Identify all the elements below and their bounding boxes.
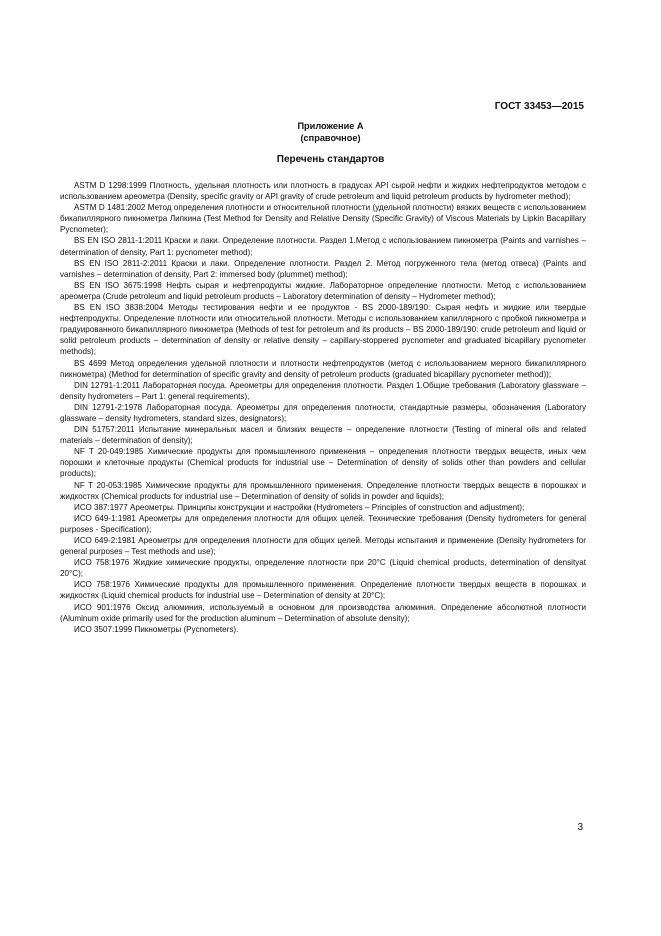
- annex-heading: [0, 120, 661, 144]
- standard-entry: DIN 12791-2:1978 Лабораторная посуда. Ареометры для определения плотности, стандартные размеры, обозначения (Laboratory glassware – density hydrometers, standard sizes, designators);: [60, 402, 586, 423]
- standard-entry: BS EN ISO 2811-2:2011 Краски и лаки. Определение плотности. Раздел 2. Метод погруженного тела (метод отвеса) (Paints and varnishes – determination of density, Part 2: immersed body (plummet) method);: [60, 258, 586, 279]
- standard-entry: NF T 20-049:1985 Химические продукты для промышленного применения – определения плотности твердых веществ, иных чем порошки и клеточные продукты (Chemical products for industrial use – Determination of density of solids other than powders and cellular products);: [60, 447, 586, 479]
- standard-entry: ASTM D 1298:1999 Плотность, удельная плотность или плотность в градусах API сырой нефти и жидких нефтепродуктов методом с использованием ареометра (Density, specific gravity or API gravity of crude petroleum and liquid petroleum products by hydrometer method);: [60, 181, 586, 202]
- standard-entry: ИСО 758:1976 Химические продукты для промышленного применения. Определение плотности твердых веществ в порошках и жидкостях (Liquid chemical products for industrial use – Determination of density at 20°С);: [60, 580, 586, 601]
- annex-subtitle: (справочное): [300, 133, 361, 143]
- standard-entry: ИСО 3507:1999 Пикнометры (Pycnometers).: [74, 624, 239, 634]
- standard-entry: ИСО 649-2:1981 Ареометры для определения плотности для общих целей. Методы испытания и применение (Density hydrometers for general purposes – Test methods and use);: [60, 536, 586, 557]
- standards-list-title: Перечень стандартов: [276, 154, 385, 165]
- standard-entry: ИСО 387:1977 Ареометры. Принципы конструкции и настройки (Hydrometers – Principles of construction and adjustment);: [74, 502, 525, 512]
- standard-entry: ASTM D 1481:2002 Метод определения плотности и относительной плотности (удельной плотности) вязких веществ с использованием бикапиллярного пикнометра Липкина (Test Method for Density and Relative Density (Specific Gravity) of Viscous Materials by Lipkin Bacapillary Pycnometer);: [60, 203, 586, 235]
- standard-entry: ИСО 649-1:1981 Ареометры для определения плотности для общих целей. Технические требования (Density hydrometers for general purposes - Specification);: [60, 513, 586, 534]
- standards-list: [60, 180, 586, 635]
- standard-entry: BS 4699 Метод определения удельной плотности и плотности нефтепродуктов (метод с использованием мерного бикапиллярного пикнометра) (Method for determination of specific gravity and density of petroleum products (graduated bicapillary pycnometer method));: [60, 358, 586, 379]
- standard-entry: BS EN ISO 3675:1998 Нефть сырая и нефтепродукты жидкие. Лабораторное определение плотности. Метод с использованием ареометра (Crude petroleum and liquid petroleum products – Laboratory determination of density – Hydrometer method);: [60, 280, 586, 301]
- standard-entry: DIN 12791-1:2011 Лабораторная посуда. Ареометры для определения плотности. Раздел 1.Общие требования (Laboratory glassware – density hydrometers – Part 1: general requirements),: [60, 380, 586, 401]
- page-number: 3: [577, 822, 583, 833]
- standard-entry: NF T 20-053:1985 Химические продукты для промышленного применения. Определение плотности твердых веществ в порошках и жидкостях (Chemical products for industrial use – Determination of density of solids in powder and liquids);: [60, 480, 586, 501]
- annex-title: Приложение А: [297, 121, 364, 131]
- standard-entry: ИСО 901:1976 Оксид алюминия, используемый в основном для производства алюминия. Определение абсолютной плотности (Aluminum oxide primarily used for the production aluminum – Determination of absolute density);: [60, 602, 586, 623]
- standard-entry: BS EN ISO 2811-1:2011 Краски и лаки. Определение плотности. Раздел 1.Метод с использованием пикнометра (Paints and varnishes – determination of density, Part 1: pycnometer method);: [60, 236, 586, 257]
- standard-entry: BS EN ISO 3838:2004 Методы тестирования нефти и ее продуктов - BS 2000-189/190: Сырая нефть и жидкие или твердые нефтепродукты. Определение плотности или относительной плотности. Методы с использованием капиллярного с пробкой пикнометра и градуированного бикапиллярного пикнометра (Methods of test for petroleum and its products – BS 2000-189/190: crude petroleum and liquid or solid petroleum products – determination of density or relative density – capillary-stoppered pycnometer and graduated bicapillary pycnometer methods);: [60, 303, 586, 357]
- standard-entry: ИСО 758:1976 Жидкие химические продукты, определение плотности при 20°С (Liquid chemical products, determination of densityat 20°С);: [60, 558, 586, 579]
- standard-entry: DIN 51757:2011 Испытание минеральных масел и близких веществ – определение плотности (Testing of mineral oils and related materials – determination of density);: [60, 425, 586, 446]
- document-id: ГОСТ 33453—2015: [494, 101, 584, 112]
